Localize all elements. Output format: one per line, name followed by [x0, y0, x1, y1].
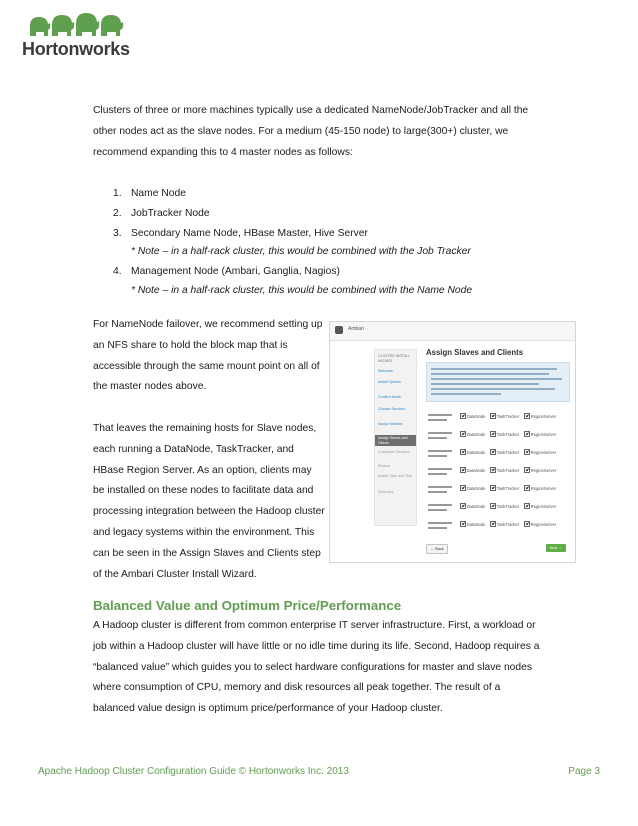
host-row: DataNode TaskTracker RegionServer [426, 413, 572, 429]
hortonworks-logo [22, 12, 132, 62]
checkbox[interactable] [524, 413, 530, 419]
checkbox[interactable] [490, 467, 496, 473]
sidebar-item-review[interactable]: Review [378, 464, 390, 468]
host-row: DataNode TaskTracker RegionServer [426, 503, 572, 519]
sidebar-item-assign-masters[interactable]: Assign Masters [378, 422, 403, 426]
checkbox[interactable] [524, 485, 530, 491]
screenshot-title: Assign Slaves and Clients [426, 348, 524, 357]
checkbox[interactable] [524, 521, 530, 527]
list-note: * Note – in a half-rack cluster, this would be combined with the Job Tracker [131, 246, 471, 257]
checkbox[interactable] [524, 467, 530, 473]
sidebar-item-customize-services[interactable]: Customize Services [378, 450, 410, 454]
host-row: DataNode TaskTracker RegionServer [426, 521, 572, 537]
checkbox[interactable] [460, 503, 466, 509]
host-row: DataNode TaskTracker RegionServer [426, 431, 572, 447]
brand-name: Hortonworks [22, 39, 130, 59]
ambari-screenshot [329, 321, 576, 563]
failover-paragraph: For NameNode failover, we recommend setting up an NFS share to hold the block map that is accessible through the same mount point on all of the master nodes above. [93, 319, 323, 393]
checkbox[interactable] [524, 449, 530, 455]
sidebar-item-install[interactable]: Install, Start and Test [378, 474, 412, 478]
checkbox[interactable] [460, 485, 466, 491]
checkbox[interactable] [460, 467, 466, 473]
info-box [426, 362, 570, 402]
intro-paragraph: Clusters of three or more machines typically use a dedicated NameNode/JobTracker and all the other nodes act as the slave nodes. For a medium (45-150 node) to large(300+) cluster, we recommend expanding this to 4 master nodes as follows: [93, 105, 529, 158]
checkbox[interactable] [490, 503, 496, 509]
checkbox[interactable] [524, 503, 530, 509]
sidebar-heading: CLUSTER INSTALL WIZARD [378, 354, 410, 363]
back-button[interactable]: ← Back [426, 544, 448, 554]
sidebar-item-install-options[interactable]: Install Options [378, 380, 401, 384]
elephants-icon [28, 12, 128, 38]
checkbox[interactable] [460, 431, 466, 437]
checkbox[interactable] [524, 431, 530, 437]
footer-title: Apache Hadoop Cluster Configuration Guide © Hortonworks Inc. 2013 [38, 766, 349, 777]
sidebar-item-assign-slaves[interactable]: Assign Slaves and Clients [375, 435, 416, 446]
sidebar-item-confirm-hosts[interactable]: Confirm Hosts [378, 395, 401, 399]
checkbox[interactable] [490, 485, 496, 491]
checkbox[interactable] [490, 431, 496, 437]
checkbox[interactable] [490, 449, 496, 455]
section-paragraph: A Hadoop cluster is different from common enterprise IT server infrastructure. First, a workload or job within a Hadoop cluster will have little or no idle time during its life. Second, Hadoop requires a “balanced value” which guides you to select hardware configurations for master and slave nodes where consumption of CPU, memory and disk resources all peak together. The result of a balanced value design is optimum price/performance of your Hadoop cluster. [93, 620, 540, 715]
host-row: DataNode TaskTracker RegionServer [426, 467, 572, 483]
section-heading: Balanced Value and Optimum Price/Performance [93, 598, 402, 613]
host-row: DataNode TaskTracker RegionServer [426, 449, 572, 465]
next-button[interactable]: Next → [546, 544, 566, 552]
sidebar-item-summary[interactable]: Summary [378, 490, 394, 494]
sidebar-item-welcome[interactable]: Welcome [378, 369, 393, 373]
left-column [93, 315, 325, 606]
screenshot-topbar [330, 322, 575, 341]
ambari-icon [335, 326, 343, 334]
host-row: DataNode TaskTracker RegionServer [426, 485, 572, 501]
wizard-sidebar [374, 349, 417, 526]
checkbox[interactable] [460, 413, 466, 419]
list-note: * Note – in a half-rack cluster, this would be combined with the Name Node [131, 285, 473, 296]
slave-paragraph: That leaves the remaining hosts for Slave nodes, each running a DataNode, TaskTracker, and HBase Region Server. As an option, clients may be installed on these nodes to facilitate data and processing integration between the Hadoop cluster and legacy systems within the environment. This can be seen in the Assign Slaves and Clients step of the Ambari Cluster Install Wizard. [93, 422, 325, 580]
checkbox[interactable] [460, 521, 466, 527]
sidebar-item-choose-services[interactable]: Choose Services [378, 407, 406, 411]
checkbox[interactable] [490, 521, 496, 527]
checkbox[interactable] [460, 449, 466, 455]
app-title: Ambari [348, 326, 364, 332]
page-number: Page 3 [568, 766, 600, 777]
checkbox[interactable] [490, 413, 496, 419]
